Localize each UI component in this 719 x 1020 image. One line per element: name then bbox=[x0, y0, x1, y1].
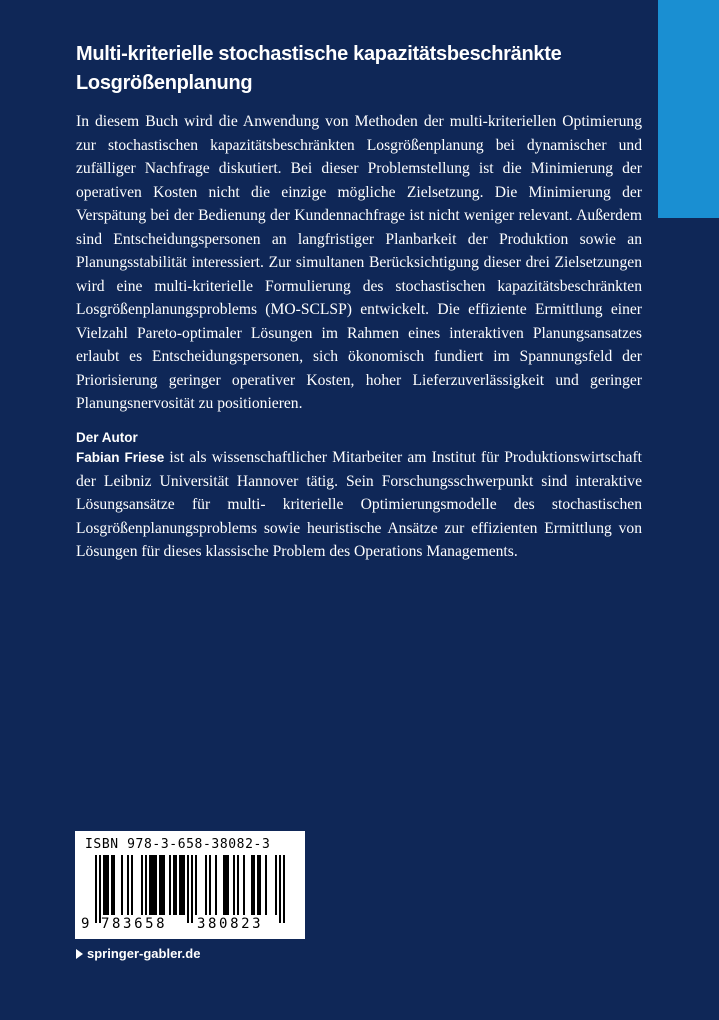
book-description: In diesem Buch wird die Anwendung von Methoden der multi-kriteriellen Optimierung zur stochastischen kapazitätsbeschränkten Losgrößenplanung bei dynamischer und zufälliger Nachfrage diskutiert. Bei dieser Problemstellung ist die Minimierung der operativen Kosten nicht die einzige mögliche Zielsetzung. Die Minimierung der Verspätung bei der Bedienung der Kundennachfrage ist nicht weniger relevant. Außerdem sind Entscheidungspersonen an langfristiger Planbarkeit der Produktion sowie an Planungsstabilität interessiert. Zur simultanen Berücksichtigung dieser drei Zielsetzungen wird eine multi-kriterielle Formulierung des stochastischen kapazitätsbeschränkten Losgrößenplanungsproblems (MO-SCLSP) entwickelt. Die effiziente Ermittlung einer Vielzahl Pareto-optimaler Lösungen im Rahmen eines interaktiven Planungsansatzes erlaubt es Entscheidungspersonen, sich ökonomisch fundiert im Spannungsfeld der Priorisierung geringer operativer Kosten, hoher Lieferzuverlässigkeit und geringer Planungsnervosität zu positionieren. bbox=[76, 113, 642, 412]
barcode-bar bbox=[233, 855, 235, 915]
barcode-bar bbox=[141, 855, 143, 915]
author-name: Fabian Friese bbox=[76, 450, 165, 465]
barcode-bar bbox=[107, 855, 109, 915]
barcode-bar bbox=[149, 855, 151, 915]
arrow-right-icon bbox=[76, 949, 83, 959]
ean-right-group: 380823 bbox=[197, 916, 264, 932]
accent-bar bbox=[658, 0, 719, 218]
barcode-bar bbox=[265, 855, 267, 915]
author-bio-text: ist als wissenschaftlicher Mitarbeiter am Institut für Produktionswirtschaft der Leibniz Universität Hannover tätig. Sein Forschungsschwerpunkt sind interaktive Lösungsansätze für multi- kriterielle Optimierungsmodelle des stochastischen Losgrößenplanungsproblems sowie heuristische Ansätze zur effizienten Ermittlung von Lösungen für dieses klassische Problem des Operations Managements. bbox=[76, 449, 642, 560]
barcode-bar bbox=[99, 855, 101, 923]
barcode-bar bbox=[279, 855, 281, 923]
ean-left-group: 783658 bbox=[101, 916, 168, 932]
barcode-bar bbox=[283, 855, 285, 923]
barcode-bar bbox=[127, 855, 129, 915]
barcode-bar bbox=[253, 855, 255, 915]
barcode-bar bbox=[103, 855, 105, 915]
barcode-bar bbox=[209, 855, 211, 915]
barcode-bar bbox=[121, 855, 123, 915]
barcode-bar bbox=[163, 855, 165, 915]
barcode-bar bbox=[151, 855, 153, 915]
barcode-bar bbox=[191, 855, 193, 923]
barcode-bar bbox=[155, 855, 157, 915]
barcode-bar bbox=[183, 855, 185, 915]
barcode-bar bbox=[227, 855, 229, 915]
barcode-bar bbox=[161, 855, 163, 915]
barcode-bar bbox=[95, 855, 97, 923]
barcode-bar bbox=[175, 855, 177, 915]
barcode-bar bbox=[145, 855, 147, 915]
book-title: Multi-kriterielle stochastische kapazitätsbeschränkte Losgrößenplanung bbox=[76, 43, 562, 94]
isbn-barcode bbox=[75, 831, 305, 939]
isbn-label: ISBN 978-3-658-38082-3 bbox=[85, 837, 271, 852]
barcode-bar bbox=[173, 855, 175, 915]
barcode-bar bbox=[237, 855, 239, 915]
barcode-bar bbox=[225, 855, 227, 915]
barcode-bar bbox=[205, 855, 207, 915]
barcode-bar bbox=[195, 855, 197, 915]
publisher-url: springer-gabler.de bbox=[87, 946, 201, 961]
barcode-bar bbox=[187, 855, 189, 923]
barcode-bar bbox=[113, 855, 115, 915]
barcode-bar bbox=[169, 855, 171, 915]
barcode-bar bbox=[251, 855, 253, 915]
author-heading: Der Autor bbox=[76, 430, 138, 445]
ean-first-digit: 9 bbox=[81, 916, 90, 932]
barcode-bar bbox=[223, 855, 225, 915]
publisher-link[interactable] bbox=[76, 946, 200, 961]
barcode-bar bbox=[215, 855, 217, 915]
barcode-bar bbox=[159, 855, 161, 915]
author-bio bbox=[76, 446, 642, 564]
barcode-bar bbox=[179, 855, 181, 915]
barcode-bar bbox=[105, 855, 107, 915]
barcode-bar bbox=[181, 855, 183, 915]
barcode-bar bbox=[153, 855, 155, 915]
barcode-bar bbox=[243, 855, 245, 915]
barcode-bar bbox=[257, 855, 259, 915]
barcode-bar bbox=[131, 855, 133, 915]
barcode-bar bbox=[111, 855, 113, 915]
barcode-bar bbox=[275, 855, 277, 915]
barcode-bar bbox=[259, 855, 261, 915]
